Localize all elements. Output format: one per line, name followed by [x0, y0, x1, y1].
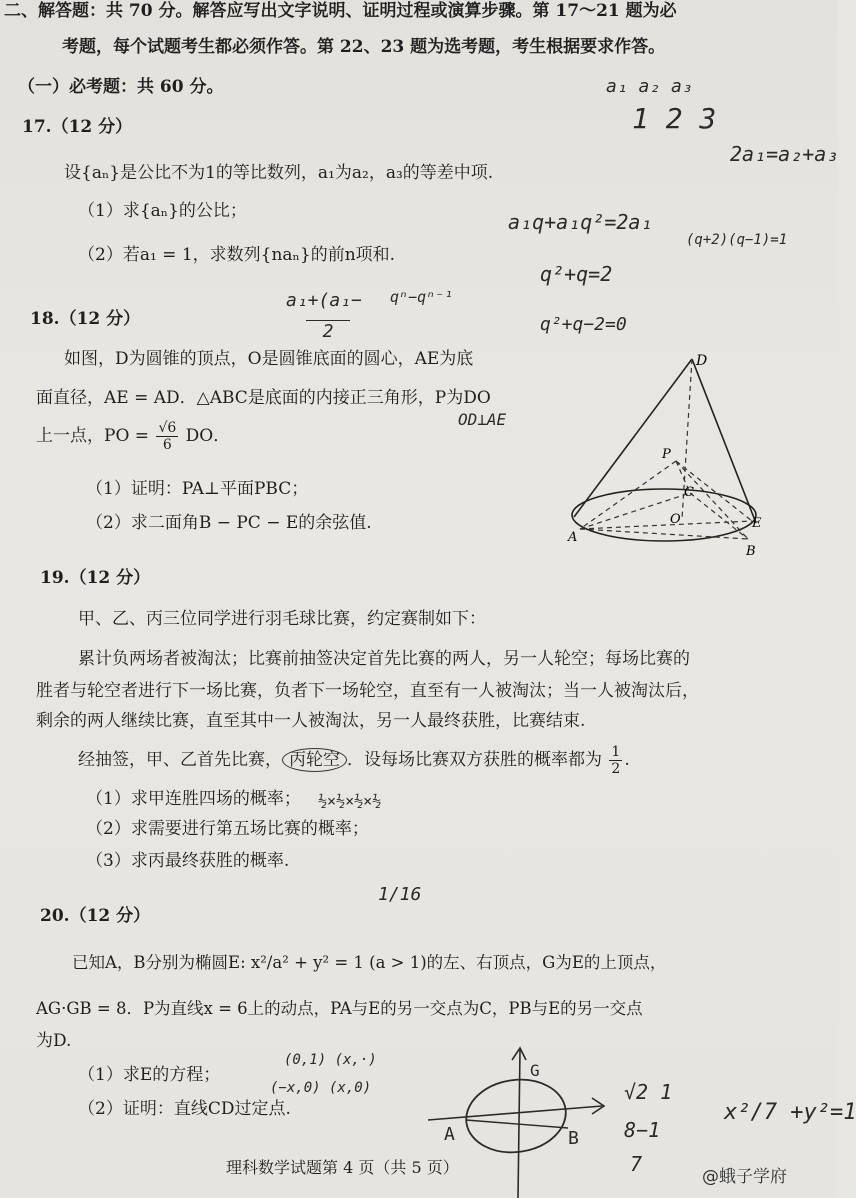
- hand-note-ellipse-eq: x²/7 +y²=1: [724, 1100, 856, 1125]
- q19-part3: （3）求丙最终获胜的概率.: [86, 851, 290, 871]
- seg-PA: [580, 461, 676, 529]
- q17-part1: （1）求{aₙ}的公比；: [78, 201, 247, 221]
- q20-part2: （2）证明：直线CD过定点.: [78, 1099, 291, 1119]
- q19-fraction: [609, 744, 622, 777]
- label-E: E: [752, 516, 762, 531]
- q19-s5-post: ．设每场比赛双方获胜的概率都为: [347, 750, 602, 770]
- q19-sentence3: 胜者与轮空者进行下一场比赛，负者下一场轮空，直至有一人被淘汰；当一人被淘汰后，: [36, 681, 699, 701]
- q18-frac-den: 6: [162, 437, 172, 453]
- q18-stem-line1: 如图，D为圆锥的顶点，O是圆锥底面的圆心，AE为底: [64, 349, 474, 369]
- q20-sentence2: AG·GB = 8．P为直线x = 6上的动点，PA与E的另一交点为C，PB与E的另一交点: [36, 999, 643, 1018]
- label-O: O: [670, 512, 681, 527]
- q18-part2: （2）求二面角B − PC − E的余弦值.: [86, 513, 372, 533]
- page-footer: 理科数学试题第 4 页（共 5 页）: [226, 1158, 459, 1177]
- q17-heading: 17.（12 分）: [22, 117, 133, 137]
- section-header-line1: 二、解答题：共 70 分。解答应写出文字说明、证明过程或演算步骤。第 17～21 题为必: [4, 1, 677, 21]
- q19-sentence1: 甲、乙、丙三位同学进行羽毛球比赛，约定赛制如下：: [78, 609, 486, 629]
- hand-note-midterm: 2a₁=a₂+a₃: [730, 142, 839, 166]
- sketch-label-A: A: [444, 1124, 455, 1145]
- hand-note-sum-denominator: 2: [306, 320, 350, 342]
- label-B: B: [746, 544, 756, 559]
- sketch-y-arrow: [512, 1048, 526, 1060]
- hand-note-sqrt2: √2 1: [624, 1080, 673, 1104]
- q20-heading: 20.（12 分）: [40, 906, 151, 926]
- q18-stem3-pre: 上一点，PO =: [36, 426, 150, 446]
- q19-frac-den: 2: [611, 761, 621, 777]
- q19-part2: （2）求需要进行第五场比赛的概率；: [86, 819, 369, 839]
- hand-note-quadratic: q²+q=2: [540, 262, 613, 286]
- q20-sentence1: 已知A，B分别为椭圆E: x²/a² + y² = 1 (a > 1)的左、右顶点，G为E的上顶点，: [72, 953, 667, 972]
- sketch-chord: [466, 1120, 568, 1128]
- hand-note-probability: ½×½×½×½: [318, 792, 382, 810]
- q17-stem: 设{aₙ}是公比不为1的等比数列，a₁为a₂，a₃的等差中项.: [64, 163, 494, 183]
- label-A: A: [568, 530, 578, 545]
- hand-note-8minus1: 8−1: [624, 1118, 661, 1142]
- q18-heading: 18.（12 分）: [30, 309, 141, 329]
- q19-circled-text: 丙轮空: [282, 748, 347, 772]
- q19-heading: 19.（12 分）: [40, 568, 151, 588]
- cone-edge-right: [692, 359, 756, 523]
- hand-note-equation: a₁q+a₁q²=2a₁: [508, 210, 653, 234]
- q18-fraction: [156, 420, 178, 453]
- hand-note-a1a2a3: a₁ a₂ a₃: [606, 76, 693, 97]
- hand-note-perpendicular: OD⊥AE: [458, 410, 507, 429]
- required-section-label: （一）必考题：共 60 分。: [18, 77, 224, 97]
- q20-part1: （1）求E的方程；: [78, 1065, 221, 1085]
- q18-stem-line3: [36, 420, 230, 453]
- seg-AB: [580, 529, 748, 539]
- hand-note-one-sixteenth: 1/16: [378, 884, 422, 905]
- hand-note-quadratic-zero: q²+q−2=0: [540, 314, 627, 335]
- q19-frac-num: 1: [611, 744, 621, 760]
- sketch-label-B: B: [568, 1128, 579, 1149]
- label-D: D: [696, 353, 708, 369]
- hand-note-factor: (q+2)(q−1)=1: [686, 232, 788, 248]
- hand-note-points-top: (0,1) (x,·): [284, 1052, 377, 1068]
- q19-sentence2: 累计负两场者被淘汰；比赛前抽签决定首先比赛的两人，另一人轮空；每场比赛的: [78, 649, 690, 669]
- sketch-x-axis: [428, 1106, 602, 1120]
- q19-part1: （1）求甲连胜四场的概率；: [86, 789, 301, 809]
- q18-part1: （1）证明：PA⊥平面PBC；: [86, 479, 309, 499]
- q20-sentence3: 为D.: [36, 1031, 72, 1051]
- hand-note-seven: 7: [630, 1152, 643, 1176]
- cone-edge-left: [574, 359, 692, 517]
- ellipse-sketch: [420, 1044, 610, 1198]
- q17-part2: （2）若a₁ = 1，求数列{naₙ}的前n项和.: [78, 245, 396, 265]
- q18-frac-num: √6: [158, 420, 177, 436]
- q19-sentence4: 剩余的两人继续比赛，直至其中一人被淘汰，另一人最终获胜，比赛结束.: [36, 711, 586, 731]
- hand-note-123: 1 2 3: [632, 102, 717, 135]
- q19-s5-pre: 经抽签，甲、乙首先比赛，: [78, 750, 282, 770]
- watermark: @蛾子学府: [702, 1167, 787, 1187]
- hand-note-points-bottom: (−x,0) (x,0): [270, 1080, 372, 1096]
- label-P: P: [662, 447, 671, 462]
- section-header-line2: 考题，每个试题考生都必须作答。第 22、23 题为选考题，考生根据要求作答。: [62, 37, 666, 57]
- sketch-label-G: G: [530, 1061, 540, 1080]
- q18-stem-line2: 面直径，AE = AD．△ABC是底面的内接正三角形，P为DO: [36, 388, 491, 408]
- q18-stem3-post: DO．: [185, 426, 231, 446]
- label-C: C: [684, 485, 694, 500]
- hand-note-power: qⁿ−qⁿ⁻¹: [390, 288, 454, 306]
- cone-diagram: [560, 345, 780, 560]
- hand-note-sum: a₁+(a₁−: [286, 290, 362, 311]
- q19-s5-end: .: [624, 750, 630, 770]
- q19-sentence5: [78, 744, 630, 777]
